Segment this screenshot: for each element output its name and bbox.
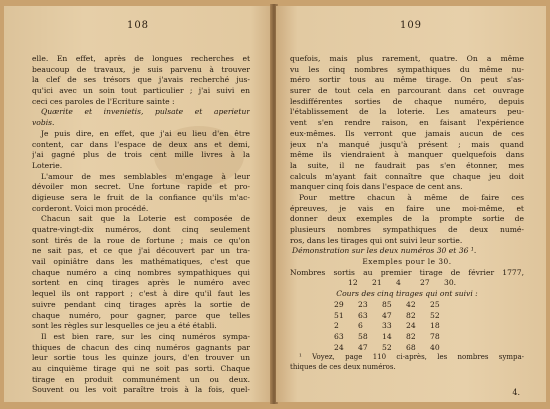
text-line: méro sortir tous au même tirage. On peut s'as- xyxy=(290,75,524,85)
text-line: quefois, mais plus rarement, quatre. On a même xyxy=(290,54,524,63)
text-line: beaucoup de travaux, je suis parvenu à trouver xyxy=(32,64,250,74)
table-cell: 68 xyxy=(406,342,416,352)
text-line: dévoiler mon secret. Une fortune rapide et pro- xyxy=(32,182,250,192)
text-line: jeux n'a manqué jusqu'à présent ; mais quand xyxy=(290,139,524,149)
table-cell: 58 xyxy=(358,331,368,341)
text-line: même ils viendraient à manquer quelquefois dans xyxy=(290,150,524,160)
left-page-body xyxy=(32,54,250,396)
text-line: ne sait pas, et ce que j'ai découvert par un tra- xyxy=(32,246,250,256)
text-line: elle. En effet, après de longues recherches et xyxy=(32,54,250,63)
table-cell: 25 xyxy=(430,299,440,309)
table-cell: 6 xyxy=(358,321,363,331)
text-line: sont les règles sur lesquelles ce jeu a été établi. xyxy=(32,321,217,331)
text-line: eux-mêmes. Ils verront que jamais aucun de ces xyxy=(290,128,524,138)
table-cell: 78 xyxy=(430,331,440,341)
right-page xyxy=(276,6,546,402)
table-cell: 2 xyxy=(334,321,339,331)
text-line: sont tirés de la roue de fortune ; mais ce qu'on xyxy=(32,235,250,245)
table-cell: 47 xyxy=(382,310,392,320)
table-cell: 47 xyxy=(358,342,368,352)
text-line: Il est bien rare, sur les cinq numéros sympa- xyxy=(41,331,250,341)
page-number-left: 108 xyxy=(126,20,150,31)
text-line: suivre pendant cinq tirages après la sortie de xyxy=(32,299,250,309)
table-cell: 23 xyxy=(358,299,368,309)
text-line: content, car dans l'espace de deux ans et demi, xyxy=(32,139,250,149)
text-line: surer de tout cela en parcourant dans cet ouvrage xyxy=(290,86,524,96)
text-line: plusieurs nombres sympathiques de deux numé- xyxy=(290,225,524,234)
table-cell: 52 xyxy=(382,342,392,352)
right-page-body xyxy=(290,54,524,353)
footnote xyxy=(290,353,524,372)
page-number-right: 109 xyxy=(399,20,423,31)
text-line: ceci ces paroles de l'Ecriture sainte : xyxy=(32,96,175,106)
text-line: l'établissement de la loterie. Les amateurs peu- xyxy=(290,107,524,117)
table-cell: 52 xyxy=(430,310,440,320)
draw-number: 30. xyxy=(444,278,457,288)
table-row xyxy=(290,300,524,311)
table-cell: 24 xyxy=(406,321,416,331)
right-page-paragraphs xyxy=(290,54,524,246)
text-line: chaque numéro a cinq nombres sympathiques qui xyxy=(32,267,250,277)
text-line: qu'ici avec un soin tout particulier ; j'ai suivi en xyxy=(32,86,250,96)
text-line: tirage en produit communément un ou deux. xyxy=(32,374,250,384)
text-line: la suite, il ne faudrait pas s'en étonner, mes xyxy=(290,160,524,170)
footnote-line: ¹ Voyez, page 110 ci-après, les nombres sympa- xyxy=(299,353,524,361)
draw-numbers xyxy=(290,278,524,289)
table-cell: 85 xyxy=(382,299,392,309)
table-cell: 42 xyxy=(406,299,416,309)
text-line: sortent en cinq tirages après le numéro avec xyxy=(32,278,250,288)
table-cell: 63 xyxy=(358,310,368,320)
text-line: Chacun sait que la Loterie est composée de xyxy=(41,214,250,224)
numbers-table xyxy=(290,300,524,353)
table-cell: 82 xyxy=(406,331,416,341)
text-line: L'amour de mes semblables m'engage à leur xyxy=(41,171,250,181)
table-cell: 40 xyxy=(430,342,440,352)
demonstration-line: Démonstration sur les deux numéros 30 et 36 ¹. xyxy=(292,246,477,256)
table-cell: 51 xyxy=(334,310,344,320)
text-line: thiques de chacun des cinq numéros gagnants par xyxy=(32,342,250,352)
table-cell: 18 xyxy=(430,321,440,331)
text-line: j'ai gagné plus de trois cent mille livres à la xyxy=(32,150,250,160)
text-line: calculs m'ayant fait connaître que chaque jeu doit xyxy=(290,171,524,181)
text-line: au cinquième tirage qui ne soit pas sorti. Chaque xyxy=(32,363,250,373)
draw-number: 21 xyxy=(372,278,382,288)
text-line: Je puis dire, en effet, que j'ai eu lieu d'en être xyxy=(41,128,250,138)
table-cell: 24 xyxy=(334,342,344,352)
draw-line: Nombres sortis au premier tirage de février 1777, xyxy=(290,267,524,277)
text-line: lequel ils ont rapport ; c'est à dire qu'il faut les xyxy=(32,289,250,299)
text-line: leur sortie tous les quinze jours, d'en trouver un xyxy=(32,353,250,363)
text-line: Pour mettre chacun à même de faire ces xyxy=(299,192,524,202)
text-line: digieuse sera le fruit de la confiance qu'ils m'ac- xyxy=(32,192,250,202)
example-heading: Exemples pour le 30. xyxy=(362,257,452,267)
text-line: épreuves, je vais en faire une moi-même, et xyxy=(290,203,524,213)
table-row xyxy=(290,311,524,322)
table-cell: 82 xyxy=(406,310,416,320)
table-cell: 63 xyxy=(334,331,344,341)
text-line: Souvent ou les voit paraître trois à la fois, quel- xyxy=(32,385,250,395)
text-line: quatre-vingt-dix numéros, dont cinq seulement xyxy=(32,225,250,234)
table-cell: 14 xyxy=(382,331,392,341)
table-subheading: Cours des cinq tirages qui ont suivi : xyxy=(336,289,478,299)
table-row xyxy=(290,321,524,332)
text-line: manquer cinq fois dans l'espace de cent ans. xyxy=(290,182,463,192)
table-cell: 33 xyxy=(382,321,392,331)
text-line: donner deux exemples de la prompte sortie de xyxy=(290,214,524,224)
draw-number: 4 xyxy=(396,278,401,288)
table-row xyxy=(290,343,524,354)
text-line: chaque numéro, pour gagner, parce que telles xyxy=(32,310,250,320)
text-line: vent s'en rendre raison, en faisant l'expérience xyxy=(290,118,524,128)
text-line: vail opiniâtre dans les mathématiques, c'est que xyxy=(32,257,250,267)
text-line: Loterie. xyxy=(32,160,63,170)
table-row xyxy=(290,332,524,343)
text-line: ros, dans les tirages qui ont suivi leur sortie. xyxy=(290,235,463,245)
text-line: vu les cinq nombres sympathiques du même nu- xyxy=(290,64,524,74)
signature-mark: 4. xyxy=(512,388,520,397)
text-line: la clef de ses trésors que j'avais recherché jus- xyxy=(32,75,250,85)
text-line: corderont. Voici mon procédé. xyxy=(32,203,149,213)
draw-number: 12 xyxy=(348,278,358,288)
footnote-line: thiques de ces deux numéros. xyxy=(290,362,396,371)
left-page xyxy=(4,6,272,402)
text-line: vobis. xyxy=(32,118,55,128)
text-line: Quærite et invenietis, pulsate et aperietur xyxy=(41,107,250,117)
draw-number: 27 xyxy=(420,278,430,288)
text-line: lesdifférentes sorties de chaque numéro, depuis xyxy=(290,96,524,106)
table-cell: 29 xyxy=(334,299,344,309)
